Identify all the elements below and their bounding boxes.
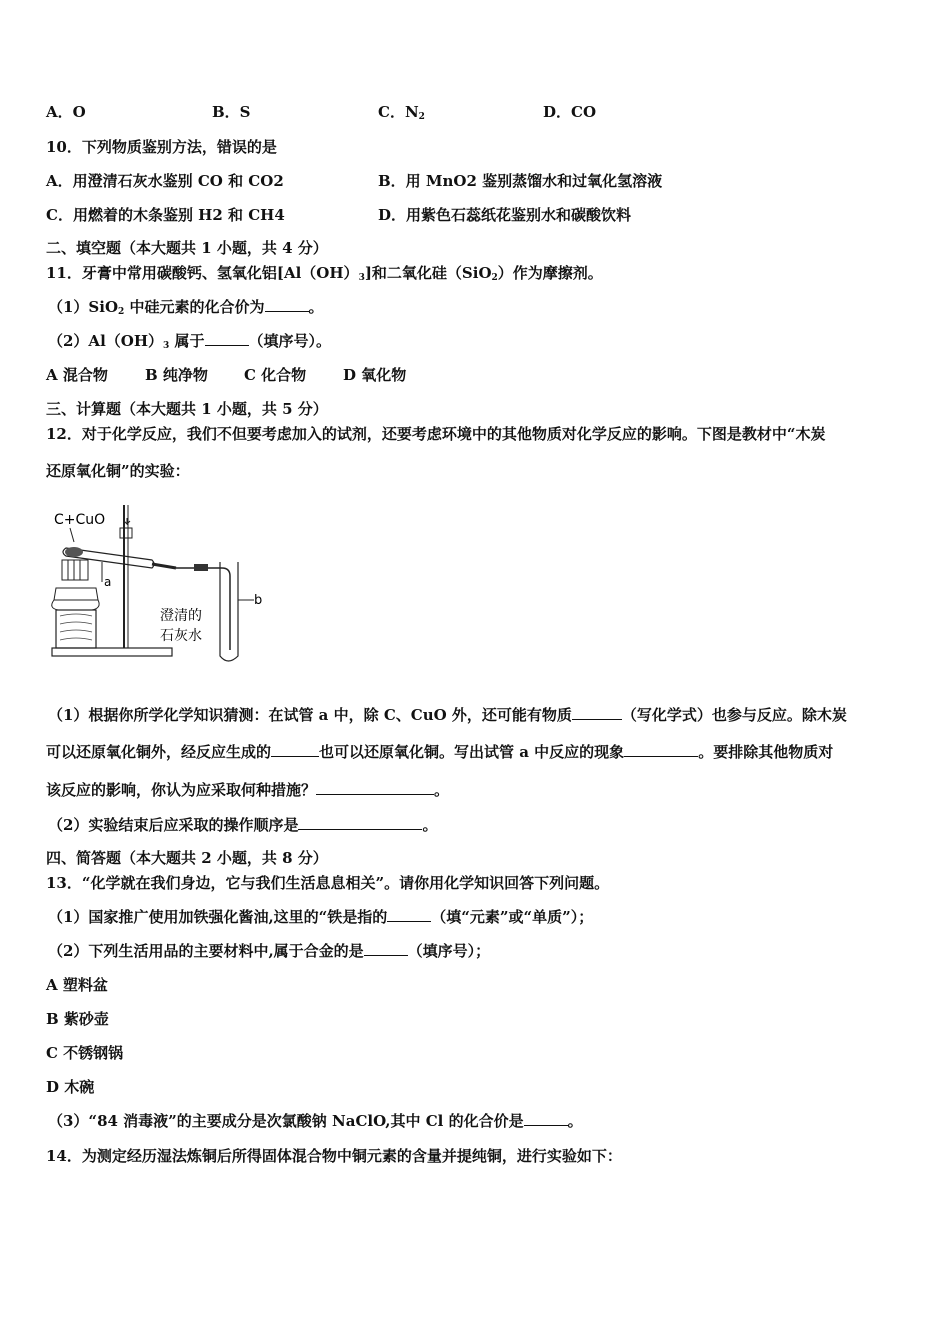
q13-s3-blank[interactable] xyxy=(524,1111,568,1126)
figure-label-b: b xyxy=(254,593,263,608)
q12-s1-blank-2[interactable] xyxy=(271,742,319,757)
q11-stem-sub2: 2 xyxy=(491,273,498,283)
q11-s1-part1: （1）SiO xyxy=(48,298,119,316)
q11-s2-sub: 3 xyxy=(163,341,170,351)
q12-s2-part2: 。 xyxy=(422,816,438,834)
q12-s1-line1 xyxy=(48,705,847,725)
q11-stem xyxy=(46,263,603,288)
q11-subquestion-1 xyxy=(48,297,324,322)
q13-stem: 13．“化学就在我们身边，它与我们生活息息相关”。请你用化学知识回答下列问题。 xyxy=(46,874,610,892)
q11-option-a: A 混合物 xyxy=(46,366,108,384)
q13-s1-blank[interactable] xyxy=(387,907,431,922)
q13-option-d: D 木碗 xyxy=(46,1078,95,1096)
q9-option-a: A．O xyxy=(46,103,86,121)
q13-s1-part1: （1）国家推广使用加铁强化酱油,这里的“铁是指的 xyxy=(48,908,388,926)
q11-s2-blank[interactable] xyxy=(205,331,249,346)
q13-s2-blank[interactable] xyxy=(364,941,408,956)
q12-s1-line2 xyxy=(46,742,833,762)
q10-option-b: B．用 MnO2 鉴别蒸馏水和过氧化氢溶液 xyxy=(378,172,663,190)
q11-stem-part3: ）作为摩擦剂。 xyxy=(497,264,603,282)
q13-subquestion-3 xyxy=(48,1111,583,1131)
q12-s1-line3 xyxy=(46,780,449,800)
q12-s1-line2-part3: 。要排除其他物质对 xyxy=(698,743,834,761)
q11-s1-sub: 2 xyxy=(118,307,125,317)
q12-s1-blank-1[interactable] xyxy=(572,705,622,720)
q13-option-a: A 塑料盆 xyxy=(46,976,108,994)
q12-s1-line3-part2: 。 xyxy=(434,781,450,799)
q13-s1-part2: （填“元素”或“单质”）； xyxy=(431,908,594,926)
q12-stem-line1: 12．对于化学反应，我们不但要考虑加入的试剂，还要考虑环境中的其他物质对化学反应的影响。下图是教材中“木炭 xyxy=(46,425,826,443)
q12-s1-blank-4[interactable] xyxy=(316,780,434,795)
q12-s2-blank[interactable] xyxy=(298,815,422,830)
q9-option-c-sub: 2 xyxy=(418,112,425,122)
q13-s2-part1: （2）下列生活用品的主要材料中,属于合金的是 xyxy=(48,942,364,960)
q13-s2-part2: （填序号）； xyxy=(407,942,491,960)
q11-s2-part3: （填序号）。 xyxy=(248,332,332,350)
q10-option-d: D．用紫色石蕊纸花鉴别水和碳酸饮料 xyxy=(378,206,632,224)
q13-s3-part1: （3）“84 消毒液”的主要成分是次氯酸钠 NaClO,其中 Cl 的化合价是 xyxy=(48,1112,524,1130)
q11-option-d: D 氧化物 xyxy=(343,366,407,384)
q12-s1-line1-part1: （1）根据你所学化学知识猜测：在试管 a 中，除 C、CuO 外，还可能有物质 xyxy=(48,706,572,724)
figure-label-c-cuo: C+CuO xyxy=(54,512,106,528)
q11-option-c: C 化合物 xyxy=(244,366,307,384)
q12-s1-line2-part1: 可以还原氧化铜外，经反应生成的 xyxy=(46,743,272,761)
figure-label-lime-2: 石灰水 xyxy=(160,628,202,644)
section-3-heading: 三、计算题（本大题共 1 小题，共 5 分） xyxy=(46,400,328,418)
q12-s1-line3-part1: 该反应的影响，你认为应采取何种措施？ xyxy=(46,781,317,799)
q12-s2 xyxy=(48,815,437,835)
q11-s1-blank[interactable] xyxy=(265,297,309,312)
q12-stem-line2: 还原氧化铜”的实验： xyxy=(46,462,190,480)
q12-s2-part1: （2）实验结束后应采取的操作顺序是 xyxy=(48,816,299,834)
q11-s1-part3: 。 xyxy=(308,298,324,316)
figure-label-a: a xyxy=(104,575,112,589)
section-4-heading: 四、简答题（本大题共 2 小题，共 8 分） xyxy=(46,849,328,867)
q12-s1-line1-part2: （写化学式）也参与反应。除木炭 xyxy=(621,706,847,724)
q10-option-c: C．用燃着的木条鉴别 H2 和 CH4 xyxy=(46,206,285,224)
apparatus-figure xyxy=(44,500,274,670)
q10-stem: 10．下列物质鉴别方法，错误的是 xyxy=(46,138,277,156)
figure-label-lime-1: 澄清的 xyxy=(160,608,202,624)
q12-s1-line2-part2: 也可以还原氧化铜。写出试管 a 中反应的现象 xyxy=(319,743,625,761)
q11-subquestion-2 xyxy=(48,331,331,356)
q11-option-b: B 纯净物 xyxy=(145,366,208,384)
q10-option-a: A．用澄清石灰水鉴别 CO 和 CO2 xyxy=(46,172,284,190)
q9-option-c xyxy=(378,102,425,127)
q11-stem-sub1: 3 xyxy=(358,273,365,283)
q9-option-d: D．CO xyxy=(543,103,597,121)
q13-s3-part2: 。 xyxy=(567,1112,583,1130)
q11-s1-part2: 中硅元素的化合价为 xyxy=(124,298,265,316)
q11-stem-part2: ]和二氧化硅（SiO xyxy=(364,264,492,282)
q14-stem: 14．为测定经历湿法炼铜后所得固体混合物中铜元素的含量并提纯铜，进行实验如下： xyxy=(46,1147,622,1165)
q9-option-c-text: C．N xyxy=(378,103,419,121)
q13-subquestion-2 xyxy=(48,941,490,961)
q11-s2-part1: （2）Al（OH） xyxy=(48,332,164,350)
q11-stem-part1: 11．牙膏中常用碳酸钙、氢氧化铝[Al（OH） xyxy=(46,264,359,282)
section-2-heading: 二、填空题（本大题共 1 小题，共 4 分） xyxy=(46,239,328,257)
q12-s1-blank-3[interactable] xyxy=(624,742,698,757)
q9-option-b: B．S xyxy=(212,103,251,121)
q13-option-c: C 不锈钢锅 xyxy=(46,1044,124,1062)
q11-s2-part2: 属于 xyxy=(169,332,205,350)
q13-option-b: B 紫砂壶 xyxy=(46,1010,109,1028)
q13-subquestion-1 xyxy=(48,907,593,927)
